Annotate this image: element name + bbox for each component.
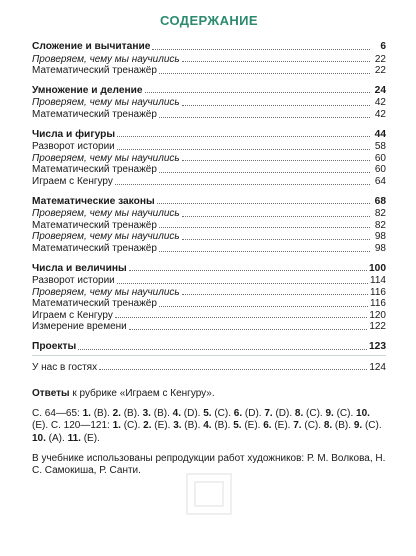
toc-entry-page: 68 (374, 195, 386, 207)
leader-dots (159, 172, 370, 173)
toc-entry-page: 82 (374, 208, 386, 220)
leader-dots (152, 49, 370, 50)
toc-entry-row[interactable] (32, 97, 386, 109)
answer-number: 4. (203, 420, 212, 432)
answer-letter: (C). (301, 420, 324, 432)
toc-entry-row[interactable] (32, 287, 386, 299)
toc-entry-row[interactable] (32, 243, 386, 255)
toc-entry-title: Математический тренажёр (32, 298, 157, 310)
toc-chapter-row[interactable] (32, 41, 386, 53)
toc-entry-row[interactable] (32, 310, 386, 322)
answer-number: 5. (233, 420, 242, 432)
divider (32, 355, 386, 356)
toc-entry-page: 98 (374, 242, 386, 254)
leader-dots (117, 283, 368, 284)
toc-entry-row[interactable] (32, 109, 386, 121)
answer-letter: (C). (333, 408, 357, 420)
answer-letter: (C). (211, 408, 234, 420)
answer-letter: (Е). (271, 420, 294, 432)
toc-entry-title: Играем с Кенгуру (32, 175, 113, 187)
toc-entry-page: 82 (374, 219, 386, 231)
answer-letter: (А). (45, 432, 68, 444)
toc-entry-page: 98 (374, 231, 386, 243)
toc-entry-row[interactable] (32, 231, 386, 243)
answer-number: 11. (67, 432, 81, 444)
toc-entry-page: 6 (380, 41, 386, 52)
leader-dots (159, 306, 368, 307)
leader-dots (157, 203, 370, 204)
answers-heading-rest: к рубрике «Играем с Кенгуру». (69, 388, 215, 400)
answers-heading (32, 387, 386, 400)
toc-entry-row[interactable] (32, 153, 386, 165)
answer-letter: (В). (332, 420, 354, 432)
answers-group (32, 420, 382, 443)
leader-dots (182, 294, 368, 295)
answer-letter: (В). (90, 408, 113, 420)
toc-entry-page: 42 (374, 97, 386, 109)
leader-dots (78, 349, 367, 350)
answer-letter: (D). (272, 408, 295, 420)
leader-dots (129, 270, 367, 271)
toc-entry-page: 122 (369, 321, 386, 333)
toc-section (32, 263, 386, 334)
answer-number: 2. (143, 420, 152, 432)
toc-chapter-row[interactable] (32, 263, 386, 275)
toc-entry-row[interactable] (32, 321, 386, 333)
answer-number: 2. (112, 408, 121, 420)
answer-number: 7. (264, 408, 273, 420)
leader-dots (182, 216, 370, 217)
toc-entry-row[interactable] (32, 176, 386, 188)
toc-entry-page: 116 (370, 298, 386, 310)
answer-number: 6. (263, 420, 272, 432)
toc-entry-row[interactable] (32, 275, 386, 287)
toc-entry-title: Математические законы (32, 195, 155, 207)
toc-entry-page: 100 (369, 262, 386, 274)
toc-entry-title: Числа и фигуры (32, 128, 116, 140)
toc-entry-title: Математический тренажёр (32, 164, 157, 176)
toc-entry-title: Проверяем, чему мы научились (32, 97, 180, 109)
toc-entry-row[interactable] (32, 298, 386, 310)
leader-dots (159, 117, 370, 118)
leader-dots (115, 317, 367, 318)
toc-section (32, 41, 386, 77)
toc-entry-title: Умножение и деление (32, 84, 143, 96)
toc-entry-title: Математический тренажёр (32, 108, 157, 120)
toc-entry-row[interactable] (32, 141, 386, 153)
leader-dots (117, 136, 370, 137)
toc-section (32, 85, 386, 121)
answer-letter: (C). (303, 408, 326, 420)
toc-entry-page: 42 (374, 108, 386, 120)
leader-dots (145, 92, 370, 93)
toc-entry-page: 60 (374, 164, 386, 176)
toc-entry-row[interactable] (32, 54, 386, 66)
toc-entry-title: У нас в гостях (32, 361, 98, 373)
answer-number: 3. (142, 408, 151, 420)
answer-letter: (В). (150, 408, 173, 420)
leader-dots (129, 329, 368, 330)
toc-chapter-row[interactable] (32, 196, 386, 208)
leader-dots (159, 227, 370, 228)
leader-dots (182, 239, 370, 240)
answer-letter: (D). (180, 408, 204, 420)
toc-entry-page: 60 (374, 152, 386, 164)
answer-letter: (D). (242, 408, 265, 420)
answer-letter: (В). (211, 420, 234, 432)
toc-entry-title: Проверяем, чему мы научились (32, 152, 180, 164)
page-title: СОДЕРЖАНИЕ (160, 13, 258, 28)
answer-number: 4. (172, 408, 181, 420)
toc-entry-page: 22 (374, 65, 386, 77)
toc-entry-title: Числа и величины (32, 262, 127, 274)
toc-entry-title: Разворот истории (32, 275, 115, 287)
leader-dots (159, 73, 370, 74)
toc-entry-title: Разворот истории (32, 141, 115, 153)
toc-entry-title: Проверяем, чему мы научились (32, 53, 180, 65)
toc-chapter-row[interactable] (32, 85, 386, 97)
toc-entry-page: 24 (374, 84, 386, 96)
answer-letter: (C). (120, 420, 144, 432)
table-of-contents (32, 41, 386, 333)
answer-letter: (Е). (151, 420, 174, 432)
answer-number: 10. (356, 408, 370, 420)
answer-number: 9. (325, 408, 334, 420)
toc-entry-page: 44 (374, 128, 386, 140)
toc-guests-row[interactable] (32, 362, 386, 374)
answer-letter: (C). (362, 420, 382, 432)
toc-section (32, 129, 386, 188)
answers-heading-bold: Ответы (32, 388, 70, 400)
toc-entry-title: Математический тренажёр (32, 65, 157, 77)
toc-entry-title: Математический тренажёр (32, 219, 157, 231)
answer-number: 10. (32, 432, 46, 444)
answers-block (32, 408, 386, 445)
answer-letter: (Е). (80, 432, 100, 444)
toc-entry-page: 123 (369, 341, 386, 353)
toc-entry-row[interactable] (32, 208, 386, 220)
leader-dots (99, 369, 367, 370)
toc-section (32, 196, 386, 255)
toc-entry-page: 64 (374, 175, 386, 187)
leader-dots (182, 160, 370, 161)
toc-entry-page: 116 (370, 286, 386, 298)
illustrations-note: В учебнике использованы репродукции работ художников: Р. М. Волкова, Н. С. Самокиша, Р. Санти. (32, 452, 386, 477)
answer-number: 7. (293, 420, 302, 432)
answer-number: 9. (353, 420, 363, 432)
answer-number: 5. (203, 408, 212, 420)
toc-entry-title: Проверяем, чему мы научились (32, 208, 180, 220)
toc-entry-title: Играем с Кенгуру (32, 309, 113, 321)
toc-entry-page: 58 (374, 141, 386, 153)
answers-pages: С. 120—121: (50, 420, 113, 432)
toc-entry-page: 120 (369, 309, 386, 321)
answer-letter: (В). (181, 420, 204, 432)
toc-entry-row[interactable] (32, 220, 386, 232)
toc-entry-page: 22 (374, 53, 386, 65)
leader-dots (117, 149, 370, 150)
answer-number: 8. (294, 408, 304, 420)
leader-dots (182, 105, 370, 106)
toc-entry-title: Математический тренажёр (32, 242, 157, 254)
answer-letter: (Е). (32, 420, 49, 432)
answer-number: 1. (82, 408, 91, 420)
answer-number: 1. (112, 420, 121, 432)
toc-entry-row[interactable] (32, 164, 386, 176)
toc-projects-row[interactable] (32, 341, 386, 353)
toc-entry-title: Проверяем, чему мы научились (32, 231, 180, 243)
toc-entry-page: 114 (370, 275, 386, 287)
leader-dots (115, 184, 370, 185)
leader-dots (182, 61, 370, 62)
toc-entry-title: Сложение и вычитание (32, 41, 151, 52)
answer-letter: (В). (120, 408, 143, 420)
faint-stamp-graphic (185, 472, 233, 516)
answers-pages: С. 64—65: (32, 408, 83, 420)
toc-chapter-row[interactable] (32, 129, 386, 141)
answer-number: 8. (323, 420, 333, 432)
leader-dots (159, 251, 370, 252)
toc-entry-title: Измерение времени (32, 321, 127, 333)
toc-entry-row[interactable] (32, 65, 386, 77)
answer-letter: (Е). (241, 420, 264, 432)
toc-entry-page: 124 (369, 361, 386, 373)
toc-entry-title: Проекты (32, 341, 77, 353)
toc-entry-title: Проверяем, чему мы научились (32, 286, 180, 298)
answer-number: 6. (233, 408, 243, 420)
answer-number: 3. (173, 420, 182, 432)
